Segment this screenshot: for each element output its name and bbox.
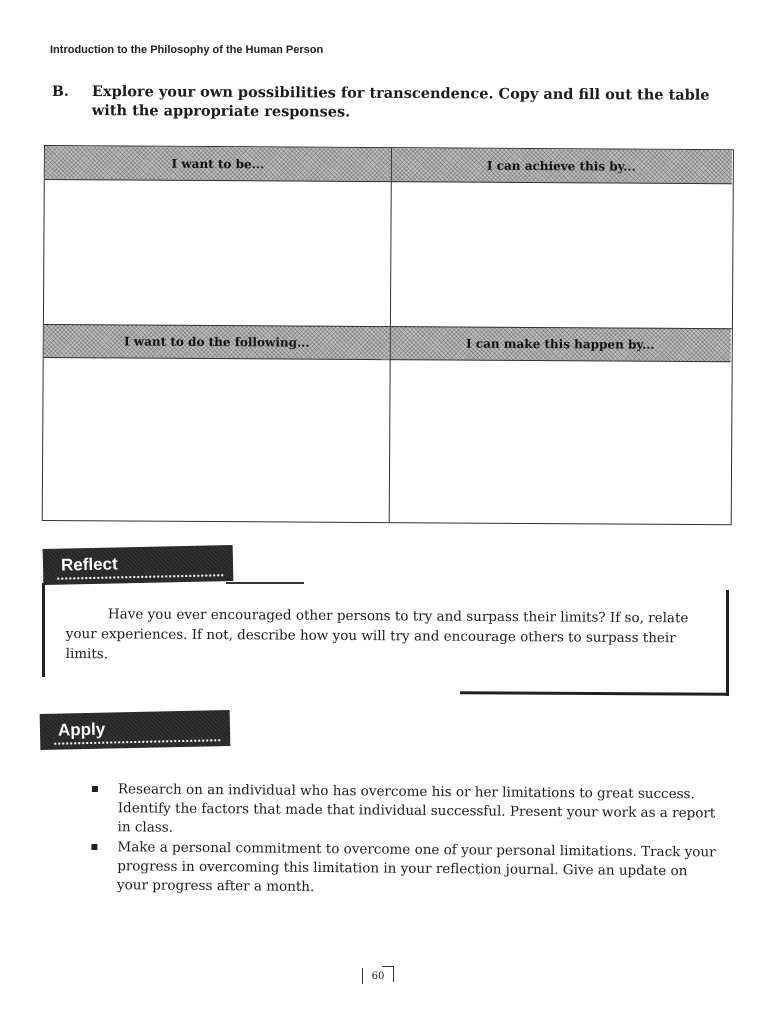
apply-label-text: Apply <box>57 719 106 740</box>
reflect-left-border <box>42 583 45 677</box>
reflect-label-dots <box>57 574 223 579</box>
table-cell-achieve-by <box>390 182 732 328</box>
reflect-label-text: Reflect <box>60 554 118 575</box>
apply-label <box>40 710 231 750</box>
page-number <box>360 966 396 988</box>
list-item <box>91 838 721 900</box>
page-number-bracket-right <box>393 966 394 982</box>
list-item <box>92 780 722 842</box>
table-header-make-happen-by: I can make this happen by... <box>390 326 731 362</box>
bullet-icon <box>91 844 97 850</box>
transcendence-table <box>42 145 734 525</box>
apply-item-text: Make a personal commitment to overcome one of your personal limitations. Track your progress in overcoming this limitation in your reflection journal. Give an update on your progress after a month. <box>117 839 716 895</box>
reflect-top-rule <box>226 582 304 584</box>
table-header-want-to-be: I want to be... <box>45 146 391 182</box>
table-cell-want-to-do <box>43 358 390 520</box>
apply-label-dots <box>54 739 220 744</box>
running-head: Introduction to the Philosophy of the Human Person <box>50 44 324 56</box>
page-number-text: 60 <box>371 971 385 982</box>
apply-list <box>91 780 722 901</box>
reflect-prompt: Have you ever encouraged other persons to try and surpass their limits? If so, relate your experiences. If not, describe how you will try and encourage others to surpass their limits. <box>65 606 689 663</box>
reflect-right-border <box>726 590 729 696</box>
table-header-want-to-do: I want to do the following... <box>44 324 390 360</box>
reflect-label <box>43 545 234 585</box>
bullet-icon <box>92 786 98 792</box>
table-header-achieve-by: I can achieve this by... <box>391 148 732 184</box>
section-letter: B. <box>52 84 69 100</box>
reflect-bottom-border <box>460 691 728 695</box>
section-instruction: Explore your own possibilities for transcendence. Copy and fill out the table with the appropriate responses. <box>91 82 710 121</box>
page-number-bracket-left <box>362 968 363 984</box>
table-cell-want-to-be <box>44 180 391 326</box>
apply-item-text: Research on an individual who has overcome his or her limitations to great success. Identify the factors that made that individual successful. Present your work as a report in class. <box>117 781 716 836</box>
table-cell-make-happen-by <box>389 360 731 522</box>
